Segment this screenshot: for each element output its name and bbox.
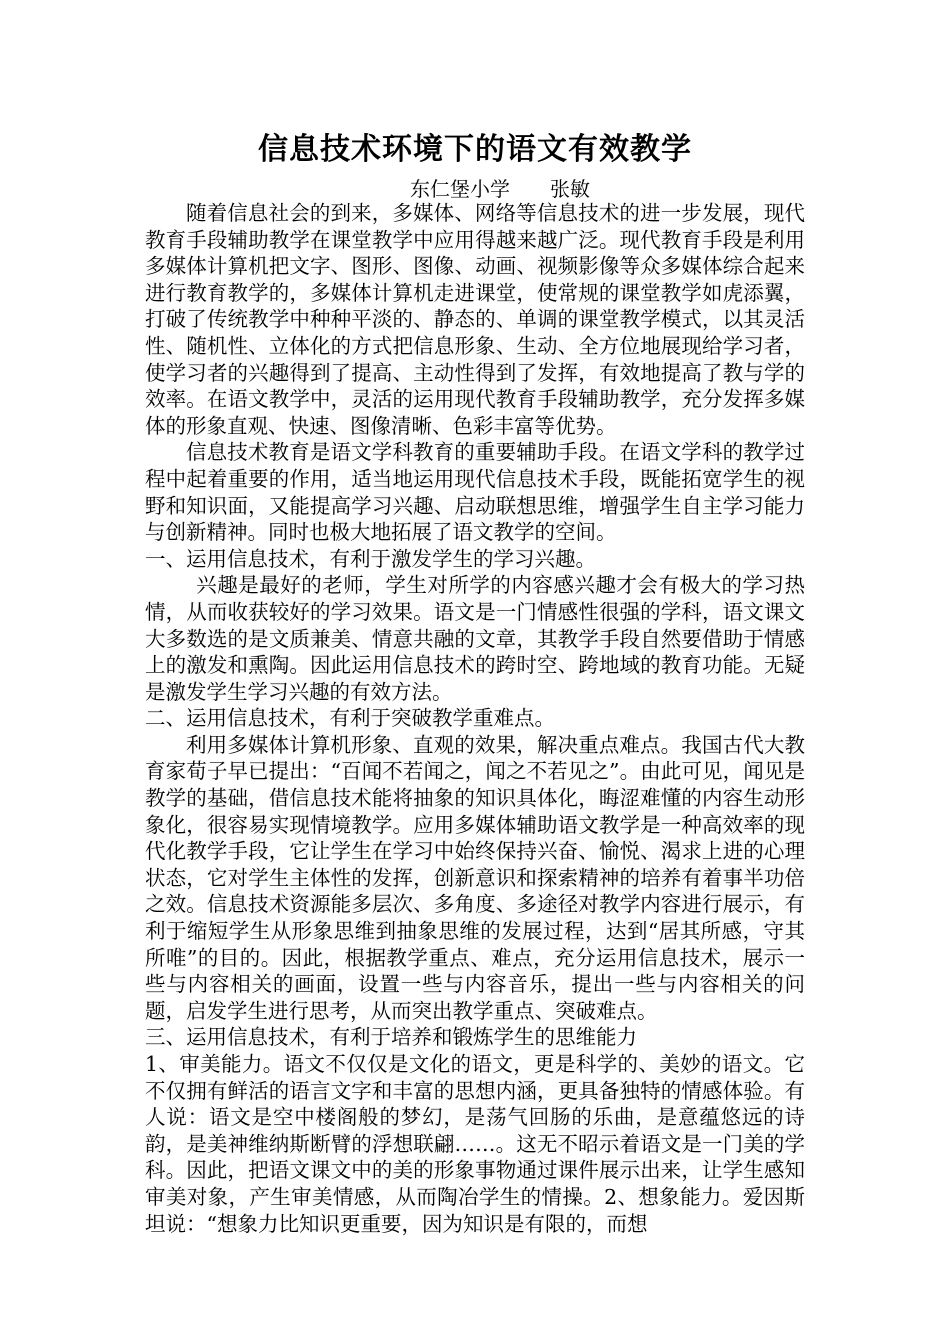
paragraph-role: 信息技术教育是语文学科教育的重要辅助手段。在语文学科的教学过程中起着重要的作用，适当地运用现代信息技术手段，既能拓宽学生的视野和知识面，又能提高学习兴趣、启动联想思维，增强学生自主学习能力与创新精神。同时也极大地拓展了语文教学的空间。 bbox=[145, 440, 805, 545]
document-title: 信息技术环境下的语文有效教学 bbox=[258, 132, 692, 167]
section-heading-2: 二、运用信息技术，有利于突破教学重难点。 bbox=[145, 706, 555, 731]
paragraph-intro: 随着信息社会的到来，多媒体、网络等信息技术的进一步发展，现代教育手段辅助教学在课堂教学中应用得越来越广泛。现代教育手段是利用多媒体计算机把文字、图形、图像、动画、视频影像等众多媒体综合起来进行教育教学的，多媒体计算机走进课堂，使常规的课堂教学如虎添翼，打破了传统教学中种种平淡的、静态的、单调的课堂教学模式，以其灵活性、随机性、立体化的方式把信息形象、生动、全方位地展现给学习者，使学习者的兴趣得到了提高、主动性得到了发挥，有效地提高了教与学的效率。在语文教学中，灵活的运用现代教育手段辅助教学，充分发挥多媒体的形象直观、快速、图像清晰、色彩丰富等优势。 bbox=[145, 201, 805, 438]
paragraph-thinking: 1、审美能力。语文不仅仅是文化的语文，更是科学的、美妙的语文。它不仅拥有鲜活的语言文字和丰富的思想内涵，更具备独特的情感体验。有人说：语文是空中楼阁般的梦幻，是荡气回肠的乐曲，是意蕴悠远的诗韵，是美神维纳斯断臂的浮想联翩……。这无不昭示着语文是一门美的学科。因此，把语文课文中的美的形象事物通过课件展示出来，让学生感知审美对象，产生审美情感，从而陶冶学生的情操。2、想象能力。爱因斯坦说：“想象力比知识更重要，因为知识是有限的，而想 bbox=[145, 1052, 805, 1236]
paragraph-difficulty: 利用多媒体计算机形象、直观的效果，解决重点难点。我国古代大教育家荀子早已提出：“百闻不若闻之，闻之不若见之”。由此可见，闻见是教学的基础，借信息技术能将抽象的知识具体化，晦涩难懂的内容生动形象化，很容易实现情境教学。应用多媒体辅助语文教学是一种高效率的现代化教学手段，它让学生在学习中始终保持兴奋、愉悦、渴求上进的心理状态，它对学生主体性的发挥，创新意识和探索精神的培养有着事半功倍之效。信息技术资源能多层次、多角度、多途径对教学内容进行展示，有利于缩短学生从形象思维到抽象思维的发展过程，达到“居其所感，守其所唯”的目的。因此，根据教学重点、难点，充分运用信息技术，展示一些与内容相关的画面，设置一些与内容音乐，提出一些与内容相关的问题，启发学生进行思考，从而突出教学重点、突破难点。 bbox=[145, 732, 805, 1023]
document-body bbox=[145, 200, 805, 1237]
section-heading-3: 三、运用信息技术，有利于培养和锻炼学生的思维能力 bbox=[145, 1025, 637, 1050]
section-heading-1: 一、运用信息技术，有利于激发学生的学习兴趣。 bbox=[145, 546, 596, 571]
paragraph-interest: 兴趣是最好的老师，学生对所学的内容感兴趣才会有极大的学习热情，从而收获较好的学习效果。语文是一门情感性很强的学科，语文课文大多数选的是文质兼美、情意共融的文章，其教学手段自然要借助于情感上的激发和熏陶。因此运用信息技术的跨时空、跨地域的教育功能。无疑是激发学生学习兴趣的有效方法。 bbox=[145, 573, 805, 704]
author-line: 东仁堡小学 张敏 bbox=[410, 177, 590, 201]
